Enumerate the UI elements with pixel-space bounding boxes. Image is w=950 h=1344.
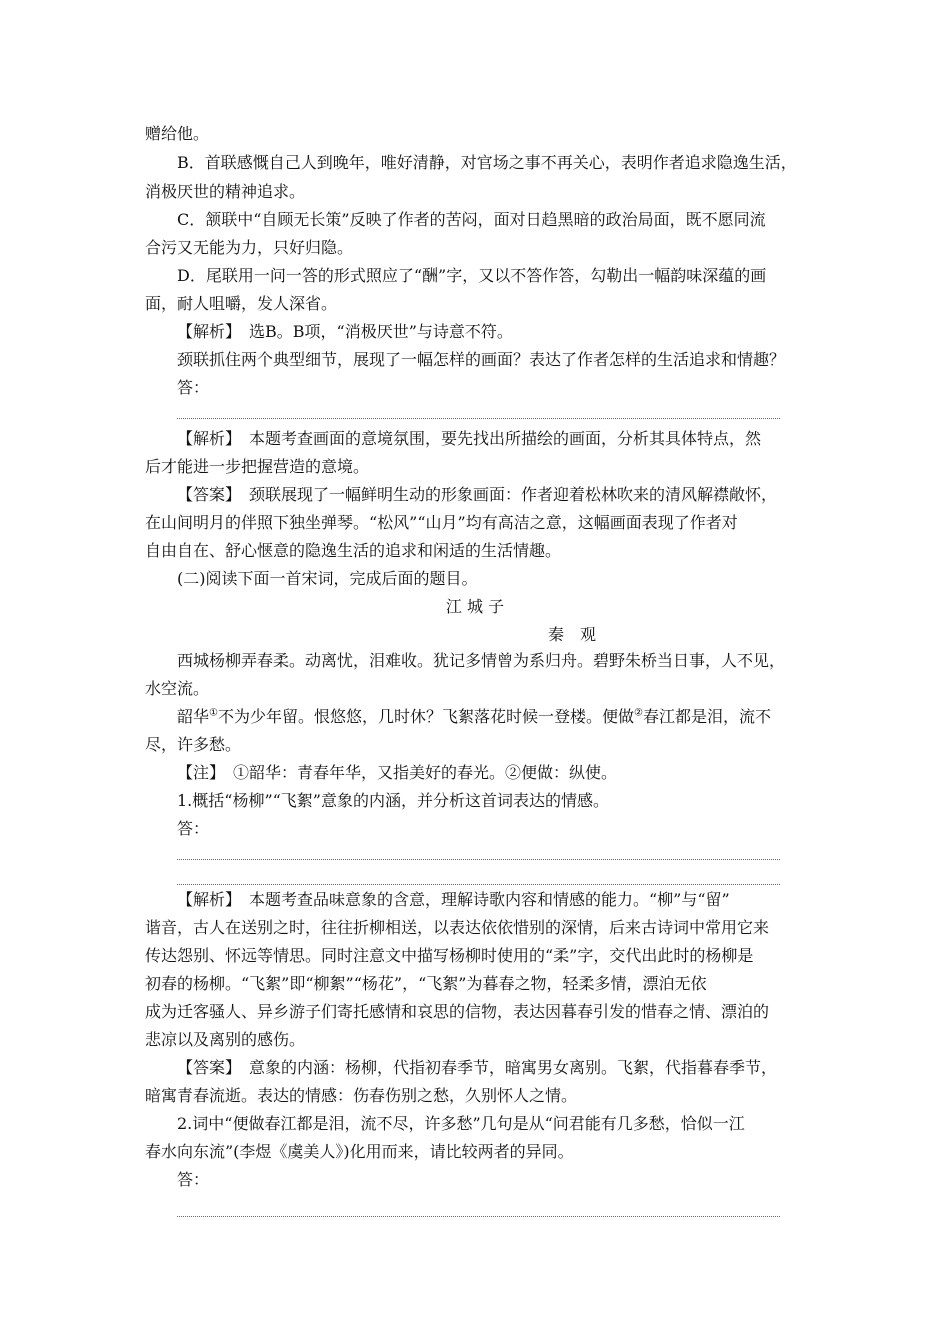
question-2: 2.词中“便做春江都是泪，流不尽，许多愁”几句是从“问君能有几多愁，恰似一江: [177, 1114, 745, 1133]
footnote-mark: ①: [209, 707, 218, 719]
text-line: 面，耐人咀嚼，发人深省。: [145, 294, 338, 313]
text-line: 在山间明月的伴照下独坐弹琴。“松风”“山月”均有高洁之意，这幅画面表现了作者对: [145, 513, 738, 532]
analysis-3: 【解析】 本题考查品味意象的含意，理解诗歌内容和情感的能力。“柳”与“留”: [177, 890, 730, 909]
text-line: 初春的杨柳。“飞絮”即“柳絮”“杨花”，“飞絮”为暮春之物，轻柔多情，漂泊无依: [145, 974, 707, 993]
analysis-1: 【解析】 选B。B项，“消极厌世”与诗意不符。: [177, 322, 513, 341]
text-line: 尽，许多愁。: [145, 735, 242, 754]
section-heading: (二)阅读下面一首宋词，完成后面的题目。: [177, 569, 478, 588]
option-c: C．颔联中“自顾无长策”反映了作者的苦闷，面对日趋黑暗的政治局面，既不愿同流: [177, 210, 766, 229]
poem-stanza-2: 韶华①不为少年留。恨悠悠，几时休？飞絮落花时候一登楼。便做②春江都是泪，流不: [177, 707, 771, 726]
answer-label: 答：: [177, 378, 210, 397]
poem-author: 秦 观: [548, 625, 597, 644]
answer-line: [177, 884, 780, 885]
text-line: 春水向东流”(李煜《虞美人》)化用而来，请比较两者的异同。: [145, 1142, 574, 1161]
answer-line: [177, 859, 780, 860]
poem-title: 江 城 子: [445, 597, 505, 616]
question-neck-couplet: 颈联抓住两个典型细节，展现了一幅怎样的画面？表达了作者怎样的生活追求和情趣？: [177, 350, 786, 369]
text-line: 传达怨别、怀远等情思。同时注意文中描写杨柳时使用的“柔”字，交代出此时的杨柳是: [145, 946, 754, 965]
answer-line: [177, 1216, 780, 1217]
answer-label: 答：: [177, 819, 210, 838]
analysis-2: 【解析】 本题考查画面的意境氛围，要先找出所描绘的画面，分析其具体特点，然: [177, 429, 762, 448]
answer-3: 【答案】 意象的内涵：杨柳，代指初春季节，暗寓男女离别。飞絮，代指暮春季节，: [177, 1058, 778, 1077]
option-d: D．尾联用一问一答的形式照应了“酬”字，又以不答作答，勾勒出一幅韵味深蕴的画: [177, 266, 767, 285]
answer-2: 【答案】 颈联展现了一幅鲜明生动的形象画面：作者迎着松林吹来的清风解襟敞怀，: [177, 485, 778, 504]
poem-stanza-1: 西城杨柳弄春柔。动离忧，泪难收。犹记多情曾为系归舟。碧野朱桥当日事，人不见，: [177, 651, 786, 670]
text-line: 后才能进一步把握营造的意境。: [145, 457, 370, 476]
text-line: 成为迁客骚人、异乡游子们寄托感情和哀思的信物，表达因暮春引发的惜春之情、漂泊的: [145, 1002, 770, 1021]
text-line: 谐音，古人在送别之时，往往折柳相送，以表达依依惜别的深情，后来古诗词中常用它来: [145, 918, 770, 937]
text-line: 暗寓青春流逝。表达的情感：伤春伤别之愁，久别怀人之情。: [145, 1086, 578, 1105]
question-1: 1.概括“杨柳”“飞絮”意象的内涵，并分析这首词表达的情感。: [177, 791, 609, 810]
option-b: B．首联感慨自己人到晚年，唯好清静，对官场之事不再关心，表明作者追求隐逸生活，: [177, 153, 797, 172]
answer-label: 答：: [177, 1170, 210, 1189]
text-line: 自由自在、舒心惬意的隐逸生活的追求和闲适的生活情趣。: [145, 541, 562, 560]
answer-line: [177, 418, 780, 419]
text-line: 水空流。: [145, 679, 210, 698]
text-line: 悲凉以及离别的感伤。: [145, 1030, 306, 1049]
footnote-mark: ②: [634, 707, 643, 719]
footnote: 【注】 ①韶华：青春年华，又指美好的春光。②便做：纵使。: [177, 763, 618, 782]
text-line: 消极厌世的精神追求。: [145, 182, 306, 201]
text-line: 赠给他。: [145, 124, 210, 143]
text-line: 合污又无能为力，只好归隐。: [145, 238, 354, 257]
